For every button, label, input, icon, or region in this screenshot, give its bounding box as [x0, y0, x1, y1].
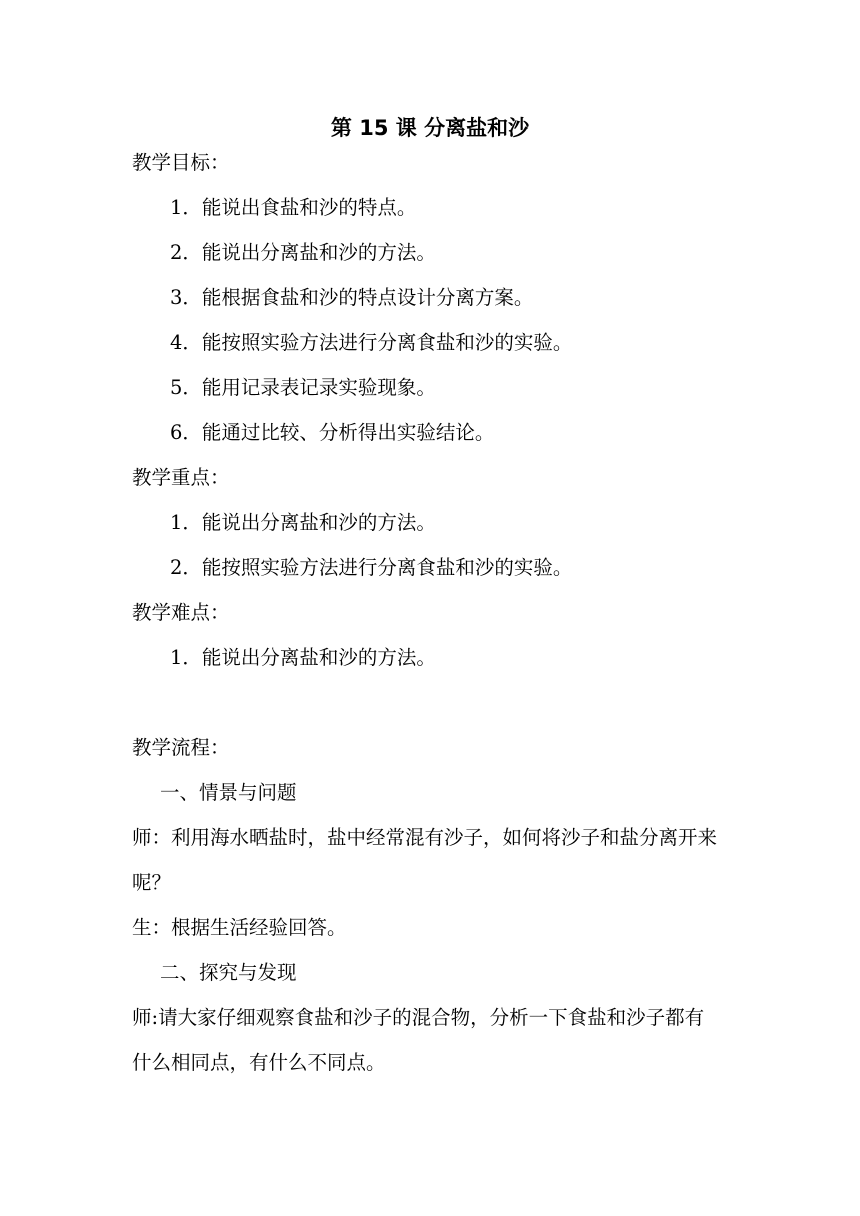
objective-item: 5．能用记录表记录实验现象。 [170, 376, 436, 399]
difficulties-heading: 教学难点： [132, 601, 230, 624]
objective-item: 1．能说出食盐和沙的特点。 [170, 196, 417, 219]
section-heading: 二、探究与发现 [160, 961, 297, 984]
objectives-heading: 教学目标： [132, 151, 230, 174]
objective-item: 4．能按照实验方法进行分离食盐和沙的实验。 [170, 331, 573, 354]
key-point-item: 1．能说出分离盐和沙的方法。 [170, 511, 436, 534]
key-point-item: 2．能按照实验方法进行分离食盐和沙的实验。 [170, 556, 573, 579]
section-heading: 一、情景与问题 [160, 781, 297, 804]
lesson-title: 第 15 课 分离盐和沙 [330, 116, 530, 140]
teacher-line: 什么相同点，有什么不同点。 [132, 1051, 386, 1074]
objective-item: 6．能通过比较、分析得出实验结论。 [170, 421, 495, 444]
objective-item: 2．能说出分离盐和沙的方法。 [170, 241, 436, 264]
teacher-line: 师：利用海水晒盐时，盐中经常混有沙子，如何将沙子和盐分离开来 [132, 826, 718, 849]
objective-item: 3．能根据食盐和沙的特点设计分离方案。 [170, 286, 534, 309]
process-heading: 教学流程： [132, 736, 230, 759]
difficulty-item: 1．能说出分离盐和沙的方法。 [170, 646, 436, 669]
teacher-line: 师:请大家仔细观察食盐和沙子的混合物，分析一下食盐和沙子都有 [132, 1006, 705, 1029]
student-line: 生：根据生活经验回答。 [132, 916, 347, 939]
key-points-heading: 教学重点： [132, 466, 230, 489]
teacher-line: 呢？ [132, 871, 172, 894]
